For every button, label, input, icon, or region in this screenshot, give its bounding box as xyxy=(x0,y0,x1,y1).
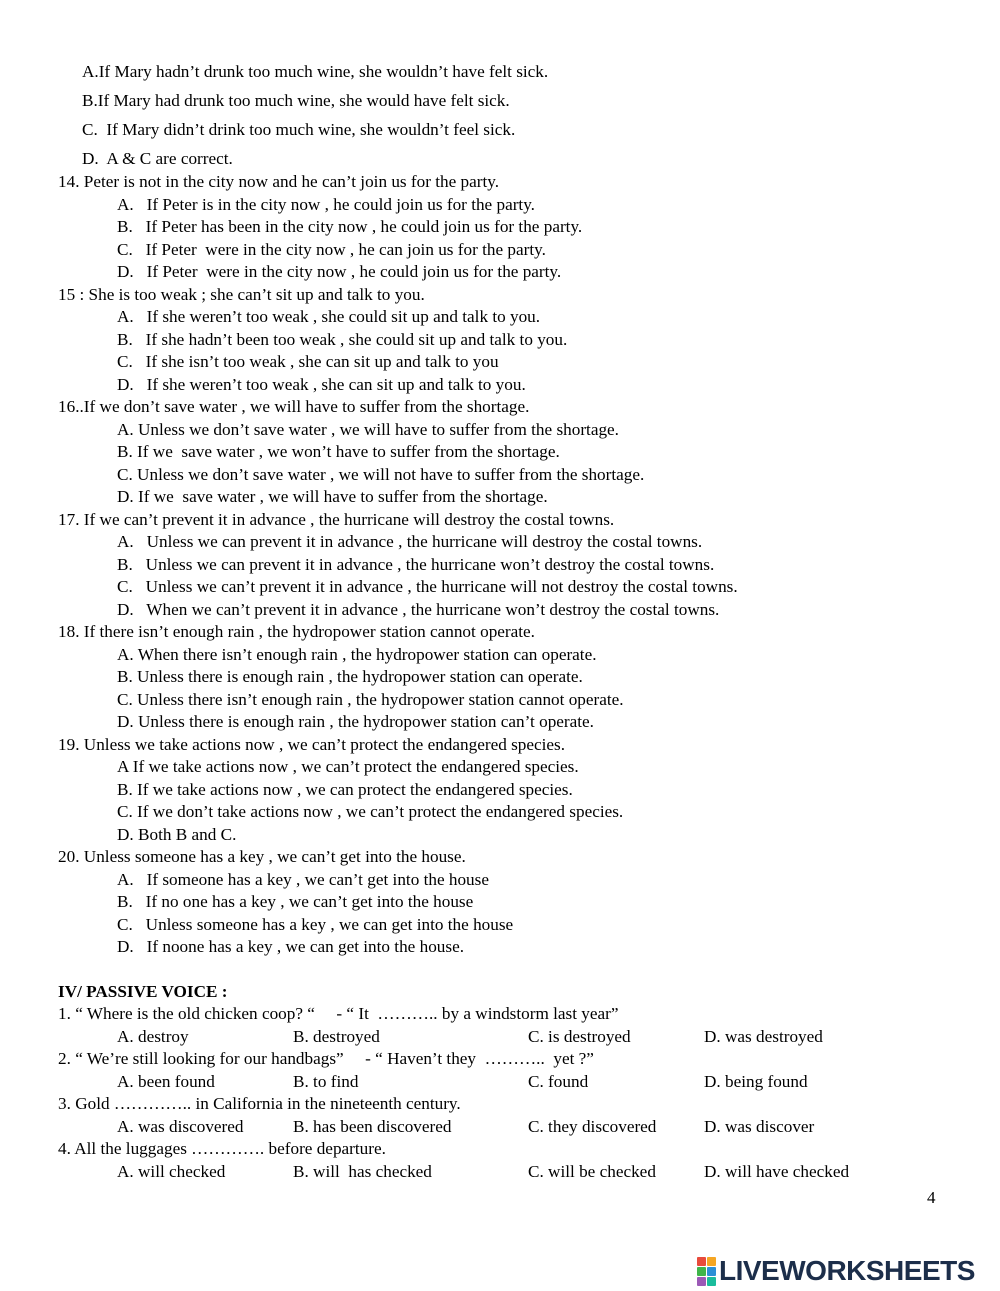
answer-option[interactable]: A.If Mary hadn’t drunk too much wine, she wouldn’t have felt sick. xyxy=(82,62,549,81)
question-text: 17. If we can’t prevent it in advance , the hurricane will destroy the costal towns. xyxy=(58,509,615,529)
answer-option[interactable]: D. If we save water , we will have to suffer from the shortage. xyxy=(117,487,548,506)
question-text: 3. Gold ………….. in California in the nineteenth century. xyxy=(58,1094,461,1113)
answer-option[interactable]: B. If she hadn’t been too weak , she could sit up and talk to you. xyxy=(117,329,568,349)
answer-option[interactable]: B.If Mary had drunk too much wine, she would have felt sick. xyxy=(82,91,510,110)
question-text: 18. If there isn’t enough rain , the hydropower station cannot operate. xyxy=(58,622,535,641)
answer-option[interactable]: D. If she weren’t too weak , she can sit up and talk to you. xyxy=(117,374,526,394)
answer-option[interactable]: A. If someone has a key , we can’t get into the house xyxy=(117,869,489,889)
answer-option[interactable]: A. If Peter is in the city now , he could join us for the party. xyxy=(117,194,535,214)
question-text: 4. All the luggages …………. before departure. xyxy=(58,1139,386,1158)
answer-option[interactable]: A. will checked xyxy=(117,1161,226,1181)
answer-option[interactable]: A. When there isn’t enough rain , the hydropower station can operate. xyxy=(117,644,597,664)
liveworksheets-logo xyxy=(697,1255,975,1287)
answer-option[interactable]: D. A & C are correct. xyxy=(82,149,233,168)
answer-option[interactable]: C. they discovered xyxy=(528,1116,657,1136)
answer-option[interactable]: B. to find xyxy=(293,1071,359,1091)
question-text: 15 : She is too weak ; she can’t sit up and talk to you. xyxy=(58,284,425,304)
answer-option[interactable]: D. was discover xyxy=(704,1116,815,1136)
answer-option[interactable]: A. If she weren’t too weak , she could sit up and talk to you. xyxy=(117,307,541,326)
answer-option[interactable]: D. If noone has a key , we can get into the house. xyxy=(117,937,464,956)
answer-option[interactable]: C. Unless we don’t save water , we will not have to suffer from the shortage. xyxy=(117,464,645,484)
answer-option[interactable]: D. being found xyxy=(704,1071,808,1091)
answer-option[interactable]: B. If we save water , we won’t have to suffer from the shortage. xyxy=(117,442,560,461)
answer-option[interactable]: C. Unless someone has a key , we can get into the house xyxy=(117,914,514,934)
answer-option[interactable]: D. will have checked xyxy=(704,1161,850,1181)
answer-option[interactable]: D. When we can’t prevent it in advance , the hurricane won’t destroy the costal towns. xyxy=(117,599,720,619)
answer-option[interactable]: D. Both B and C. xyxy=(117,824,237,844)
answer-option[interactable]: B. will has checked xyxy=(293,1161,432,1181)
answer-option[interactable]: D. If Peter were in the city now , he could join us for the party. xyxy=(117,262,562,281)
answer-option[interactable]: A. destroy xyxy=(117,1026,189,1046)
answer-option[interactable]: B. Unless we can prevent it in advance , the hurricane won’t destroy the costal towns. xyxy=(117,554,715,574)
answer-option[interactable]: B. has been discovered xyxy=(293,1116,452,1136)
question-text: 16..If we don’t save water , we will have to suffer from the shortage. xyxy=(58,397,530,416)
answer-option[interactable]: B. If Peter has been in the city now , he could join us for the party. xyxy=(117,217,583,236)
answer-option[interactable]: C. If Mary didn’t drink too much wine, she wouldn’t feel sick. xyxy=(82,120,516,139)
logo-icon xyxy=(697,1257,716,1286)
page-number: 4 xyxy=(927,1188,936,1207)
answer-option[interactable]: C. If we don’t take actions now , we can’t protect the endangered species. xyxy=(117,802,624,821)
section-title: IV/ PASSIVE VOICE : xyxy=(58,982,228,1001)
answer-option[interactable]: A. been found xyxy=(117,1071,215,1091)
answer-option[interactable]: C. If she isn’t too weak , she can sit up and talk to you xyxy=(117,352,499,371)
answer-option[interactable]: C. If Peter were in the city now , he can join us for the party. xyxy=(117,239,546,259)
answer-option[interactable]: A. Unless we can prevent it in advance , the hurricane will destroy the costal towns. xyxy=(117,532,703,551)
answer-option[interactable]: C. Unless we can’t prevent it in advance , the hurricane will not destroy the costal towns. xyxy=(117,577,738,596)
question-text: 1. “ Where is the old chicken coop? “ - “ It ……….. by a windstorm last year” xyxy=(58,1004,619,1023)
logo-text: LIVEWORKSHEETS xyxy=(719,1255,975,1286)
answer-option[interactable]: B. If no one has a key , we can’t get into the house xyxy=(117,892,474,911)
question-text: 20. Unless someone has a key , we can’t get into the house. xyxy=(58,847,466,866)
answer-option[interactable]: B. If we take actions now , we can protect the endangered species. xyxy=(117,779,573,799)
answer-option[interactable]: C. found xyxy=(528,1071,589,1091)
answer-option[interactable]: C. Unless there isn’t enough rain , the hydropower station cannot operate. xyxy=(117,689,624,709)
question-text: 2. “ We’re still looking for our handbags” - “ Haven’t they ……….. yet ?” xyxy=(58,1049,594,1068)
answer-option[interactable]: A. Unless we don’t save water , we will have to suffer from the shortage. xyxy=(117,419,619,439)
answer-option[interactable]: D. was destroyed xyxy=(704,1026,823,1046)
answer-option[interactable]: B. Unless there is enough rain , the hydropower station can operate. xyxy=(117,667,583,686)
question-text: 14. Peter is not in the city now and he can’t join us for the party. xyxy=(58,172,500,191)
answer-option[interactable]: A If we take actions now , we can’t protect the endangered species. xyxy=(117,757,579,776)
answer-option[interactable]: C. will be checked xyxy=(528,1161,656,1181)
answer-option[interactable]: B. destroyed xyxy=(293,1026,380,1046)
answer-option[interactable]: A. was discovered xyxy=(117,1116,244,1136)
question-text: 19. Unless we take actions now , we can’t protect the endangered species. xyxy=(58,734,566,754)
answer-option[interactable]: D. Unless there is enough rain , the hydropower station can’t operate. xyxy=(117,712,594,731)
answer-option[interactable]: C. is destroyed xyxy=(528,1026,631,1046)
